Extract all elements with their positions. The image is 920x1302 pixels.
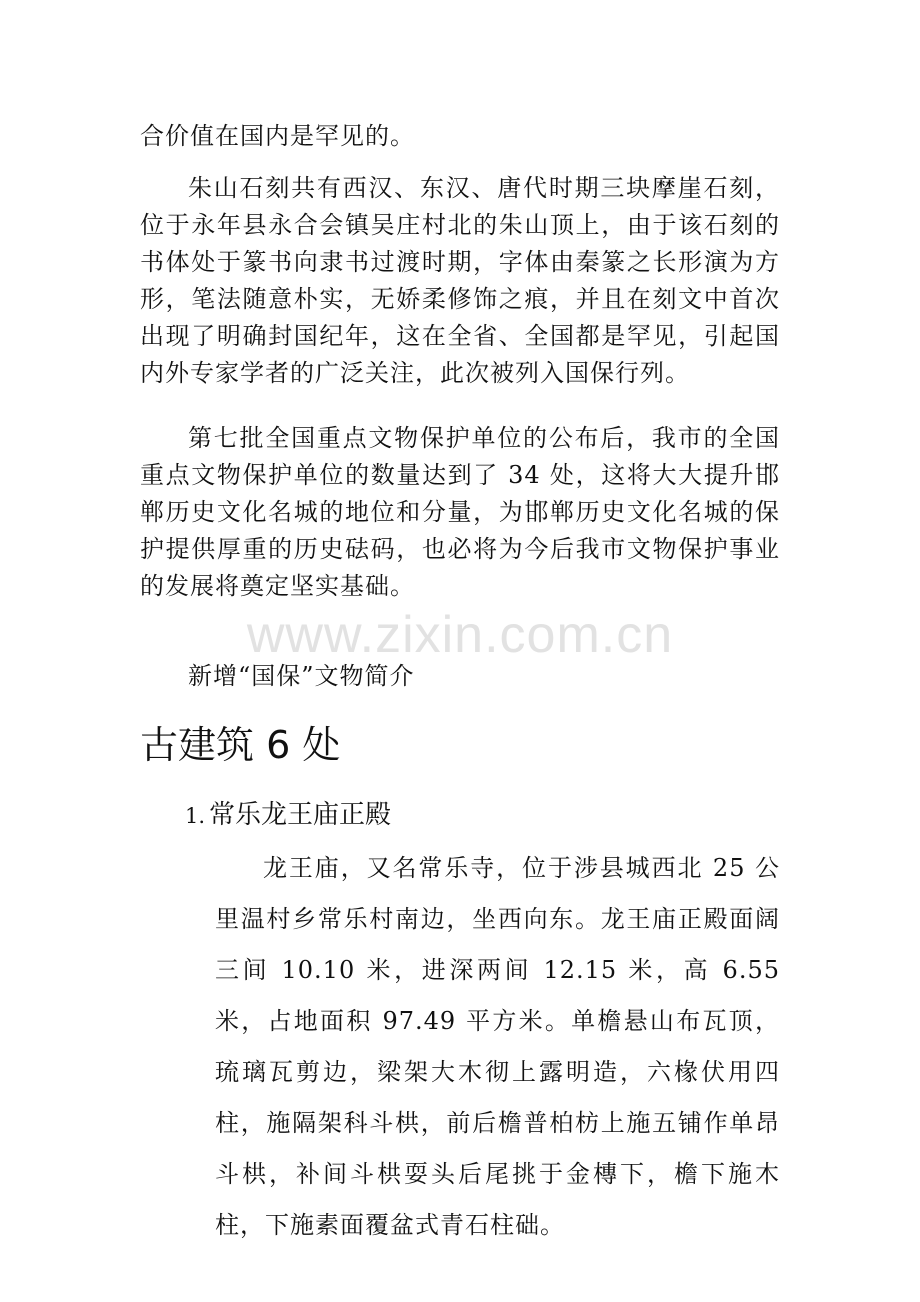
paragraph-longwang-temple: 龙王庙，又名常乐寺，位于涉县城西北 25 公里温村乡常乐村南边，坐西向东。龙王庙正殿面阔三间 10.10 米，进深两间 12.15 米，高 6.55 米，占地面积 97.49 平方米。单檐悬山布瓦顶，琉璃瓦剪边，梁架大木彻上露明造，六椽伏用四柱，施隔架科斗栱，前后檐普柏枋上施五铺作单昂斗栱，补间斗栱耍头后尾挑于金槫下，檐下施木柱，下施素面覆盆式青石柱础。 — [215, 854, 780, 1239]
paragraph-closing-fragment: 合价值在国内是罕见的。 — [140, 122, 415, 150]
watermark-text: www.zixin.com.cn — [246, 606, 674, 664]
heading-item-1 — [185, 795, 391, 836]
heading-item-number: 1. — [185, 804, 206, 828]
paragraph-seventh-batch: 第七批全国重点文物保护单位的公布后，我市的全国重点文物保护单位的数量达到了 34 处，这将大大提升邯郸历史文化名城的地位和分量，为邯郸历史文化名城的保护提供厚重的历史砝码，也必将为今后我市文物保护事业的发展将奠定坚实基础。 — [140, 424, 780, 600]
heading-item-title: 常乐龙王庙正殿 — [209, 800, 392, 830]
heading-ancient-buildings: 古建筑 6 处 — [140, 723, 341, 767]
section-subhead: 新增“国保”文物简介 — [188, 662, 415, 690]
paragraph-zhushan-inscriptions: 朱山石刻共有西汉、东汉、唐代时期三块摩崖石刻，位于永年县永合会镇吴庄村北的朱山顶上，由于该石刻的书体处于篆书向隶书过渡时期，字体由秦篆之长形演为方形，笔法随意朴实，无娇柔修饰之痕，并且在刻文中首次出现了明确封国纪年，这在全省、全国都是罕见，引起国内外专家学者的广泛关注，此次被列入国保行列。 — [140, 174, 780, 387]
